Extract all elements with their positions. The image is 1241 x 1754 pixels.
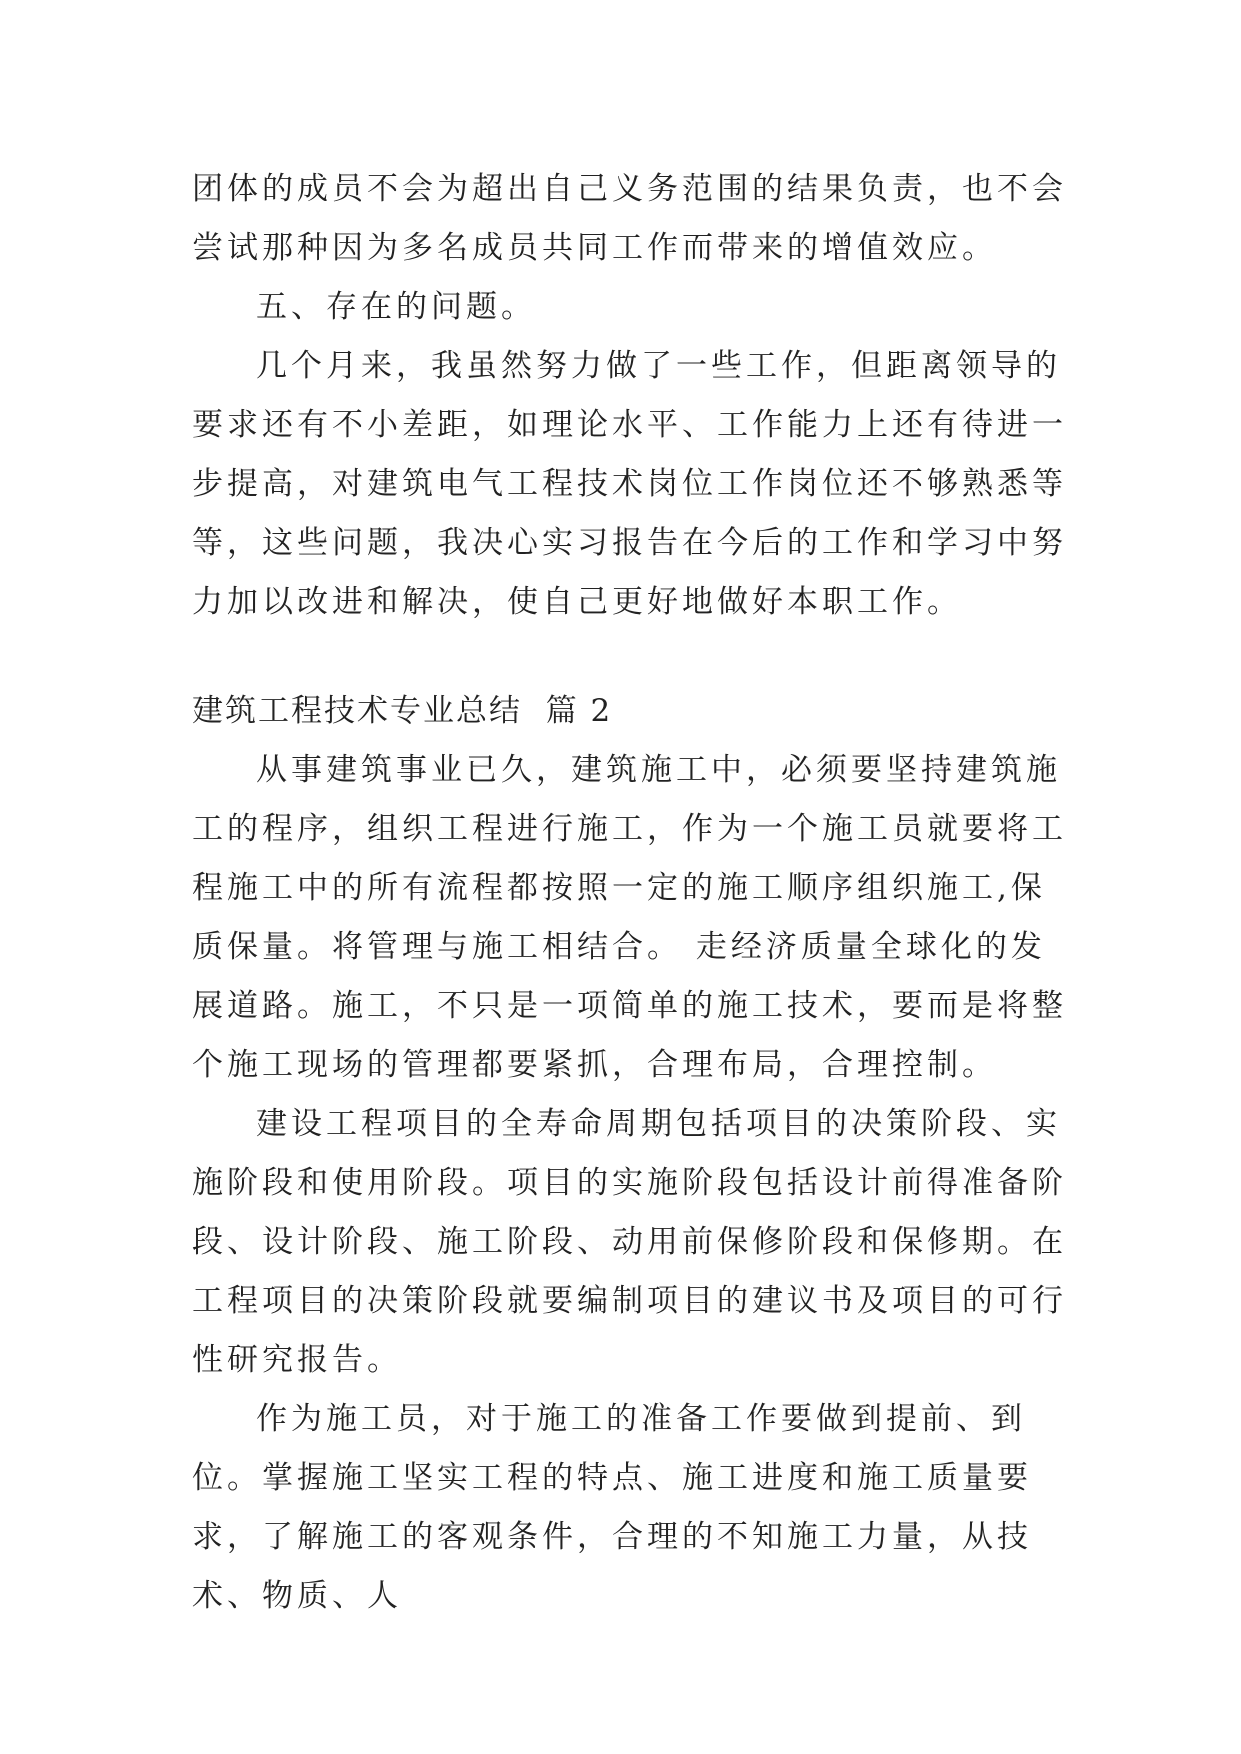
paragraph-construction-work: 从事建筑事业已久，建筑施工中，必须要坚持建筑施工的程序，组织工程进行施工，作为一个施工员就要将工程施工中的所有流程都按照一定的施工顺序组织施工,保质保量。将管理与施工相结合。 走经济质量全球化的发展道路。施工，不只是一项简单的施工技术，要而是将整个施工现场的管理都要紧抓，合理布局，合理控制。 — [192, 752, 1067, 1083]
paragraph-project-lifecycle: 建设工程项目的全寿命周期包括项目的决策阶段、实施阶段和使用阶段。项目的实施阶段包括设计前得准备阶段、设计阶段、施工阶段、动用前保修阶段和保修期。在工程项目的决策阶段就要编制项目的建议书及项目的可行性研究报告。 — [192, 1106, 1067, 1378]
paragraph-construction-preparation: 作为施工员，对于施工的准备工作要做到提前、到位。掌握施工坚实工程的特点、施工进度和施工质量要求，了解施工的客观条件，合理的不知施工力量，从技术、物质、人 — [192, 1401, 1032, 1614]
paragraph-team-members: 团体的成员不会为超出自己义务范围的结果负责，也不会尝试那种因为多名成员共同工作而带来的增值效应。 — [192, 171, 1067, 266]
article-heading: 建筑工程技术专业总结 篇 2 — [192, 693, 613, 729]
section-heading-problems: 五、存在的问题。 — [256, 289, 536, 325]
document-body — [192, 160, 1072, 1626]
paragraph-problems: 几个月来，我虽然努力做了一些工作，但距离领导的要求还有不小差距，如理论水平、工作能力上还有待进一步提高，对建筑电气工程技术岗位工作岗位还不够熟悉等等，这些问题，我决心实习报告在今后的工作和学习中努力加以改进和解决，使自己更好地做好本职工作。 — [192, 348, 1067, 620]
section-gap — [192, 632, 1072, 682]
